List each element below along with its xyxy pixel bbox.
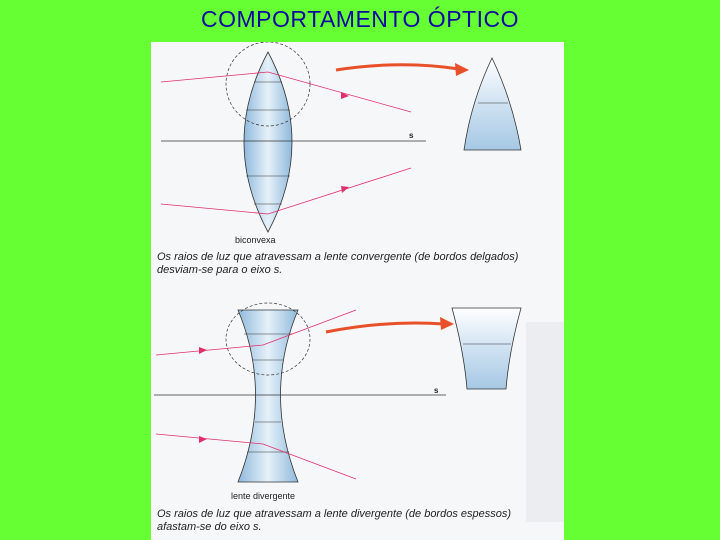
zoom-arrow [336, 65, 459, 70]
zoom-arrowhead [440, 317, 454, 330]
lens-piece-concave [452, 308, 521, 389]
caption-bottom-line1: Os raios de luz que atravessam a lente divergente (de bordos espessos) [157, 508, 512, 520]
lens-label-top: biconvexa [235, 235, 276, 245]
zoom-arrowhead [455, 63, 469, 76]
textbook-scan [151, 42, 564, 540]
caption-top-line2: desviam-se para o eixo s. [157, 264, 283, 276]
convergent-lens-group [161, 42, 521, 232]
axis-label: s [409, 131, 414, 140]
ray-arrowhead [199, 347, 207, 354]
lens-piece-convex [464, 58, 521, 150]
biconcave-lens [238, 310, 298, 482]
lens-label-bottom: lente divergente [231, 491, 296, 501]
axis-label: s [434, 386, 439, 395]
optics-diagram [151, 42, 564, 540]
slide-title: COMPORTAMENTO ÓPTICO [201, 6, 519, 32]
caption-top [157, 251, 562, 277]
caption-bottom [157, 508, 562, 534]
ray-arrowhead [199, 436, 207, 443]
caption-bottom-line2: afastam-se do eixo s. [157, 521, 262, 533]
biconvex-lens [244, 52, 292, 232]
page-bleed-through [526, 322, 564, 522]
caption-top-line1: Os raios de luz que atravessam a lente convergente (de bordos delgados) [157, 251, 519, 263]
divergent-lens-group [154, 303, 564, 522]
ray-arrowhead [341, 186, 349, 193]
ray-arrowhead [341, 92, 349, 99]
zoom-arrow [326, 323, 444, 332]
